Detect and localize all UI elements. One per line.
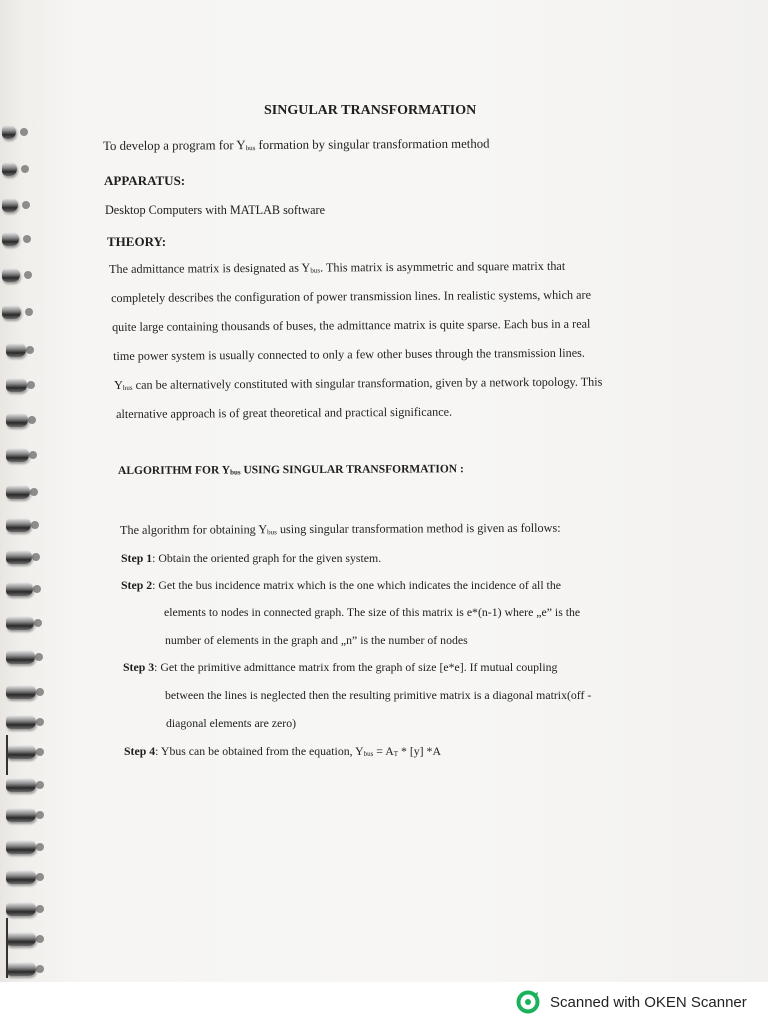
binding-ring (2, 125, 16, 139)
binding-hole (36, 688, 44, 696)
binding-ring (6, 518, 31, 532)
theory-heading: THEORY: (107, 234, 167, 249)
apparatus-heading: APPARATUS: (104, 173, 186, 188)
binding-hole (36, 843, 44, 851)
page-title: SINGULAR TRANSFORMATION (264, 103, 477, 118)
binding-hole (28, 416, 36, 424)
binding-hole (31, 521, 39, 529)
binding-ring (6, 485, 30, 499)
binding-hole (33, 585, 41, 593)
scanner-watermark-text: Scanned with OKEN Scanner (550, 993, 747, 1011)
aim-line: To develop a program for Ybus formation by singular transformation method (103, 136, 490, 153)
binding-hole (36, 718, 44, 726)
theory-line: alternative approach is of great theoretical and practical significance. (116, 404, 453, 421)
step-1: Step 1: Obtain the oriented graph for the given system. (121, 551, 382, 565)
binding-ring (6, 378, 27, 392)
binding-hole (36, 965, 44, 973)
binding-hole (36, 811, 44, 819)
binding-hole (23, 235, 31, 243)
binding-ring (6, 870, 36, 884)
binding-hole (36, 781, 44, 789)
binding-ring (2, 232, 19, 246)
binding-ring (6, 448, 29, 462)
binding-ring (2, 162, 17, 176)
binding-hole (30, 488, 38, 496)
binding-hole (22, 201, 30, 209)
theory-line: time power system is usually connected to only a few other buses through the transmission lines. (113, 345, 585, 363)
algorithm-intro: The algorithm for obtaining Ybus using singular transformation method is given as follows: (120, 520, 561, 537)
binding-hole (25, 308, 33, 316)
binding-ring (6, 550, 32, 564)
binding-ring (6, 962, 36, 976)
scanner-watermark (516, 989, 747, 1015)
step-4: Step 4: Ybus can be obtained from the equation, Ybus = AT * [y] *A (124, 744, 441, 758)
step-3: Step 3: Get the primitive admittance matrix from the graph of size [e*e]. If mutual coupling (123, 660, 558, 674)
binding-hole (36, 935, 44, 943)
binding-ring (6, 902, 36, 916)
binding-ring (2, 198, 18, 212)
binding-ring (6, 745, 36, 759)
binding-ring (6, 685, 36, 699)
binding-ring (6, 715, 36, 729)
binding-ring (6, 778, 36, 792)
binding-hole (35, 653, 43, 661)
binding-hole (26, 346, 34, 354)
binding-ring (6, 582, 33, 596)
binding-hole (36, 905, 44, 913)
theory-line: The admittance matrix is designated as Ybus. This matrix is asymmetric and square matrix that (109, 258, 566, 276)
algorithm-heading: ALGORITHM FOR Ybus USING SINGULAR TRANSFORMATION : (118, 463, 464, 477)
step-2-continuation: number of elements in the graph and „n” is the number of nodes (165, 633, 468, 647)
spiral-binding (0, 0, 48, 982)
binding-ring (2, 268, 20, 282)
binding-ring (6, 840, 36, 854)
binding-hole (20, 128, 28, 136)
binding-ring (2, 305, 21, 319)
binding-hole (21, 165, 29, 173)
binding-ring (6, 343, 26, 357)
theory-line: quite large containing thousands of buses, the admittance matrix is quite sparse. Each bus in a real (112, 316, 591, 334)
binding-hole (27, 381, 35, 389)
binding-ring (6, 413, 28, 427)
binding-ring (6, 616, 34, 630)
apparatus-text: Desktop Computers with MATLAB software (105, 203, 326, 217)
binding-wire (6, 918, 8, 978)
theory-line: completely describes the configuration of power transmission lines. In realistic systems, which are (111, 287, 592, 305)
step-3-continuation: between the lines is neglected then the resulting primitive matrix is a diagonal matrix(off - (165, 688, 592, 702)
binding-wire (6, 735, 8, 775)
binding-hole (32, 553, 40, 561)
step-2-continuation: elements to nodes in connected graph. The size of this matrix is e*(n-1) where „e” is the (164, 605, 581, 619)
oken-scanner-logo-icon (516, 990, 540, 1014)
binding-hole (36, 873, 44, 881)
binding-hole (24, 271, 32, 279)
binding-ring (6, 650, 35, 664)
binding-hole (36, 748, 44, 756)
binding-hole (34, 619, 42, 627)
binding-ring (6, 932, 36, 946)
binding-ring (6, 808, 36, 822)
binding-hole (29, 451, 37, 459)
step-2: Step 2: Get the bus incidence matrix which is the one which indicates the incidence of all the (121, 578, 561, 592)
theory-line: Ybus can be alternatively constituted with singular transformation, given by a network topology. This (114, 374, 603, 392)
step-3-continuation: diagonal elements are zero) (166, 716, 297, 730)
